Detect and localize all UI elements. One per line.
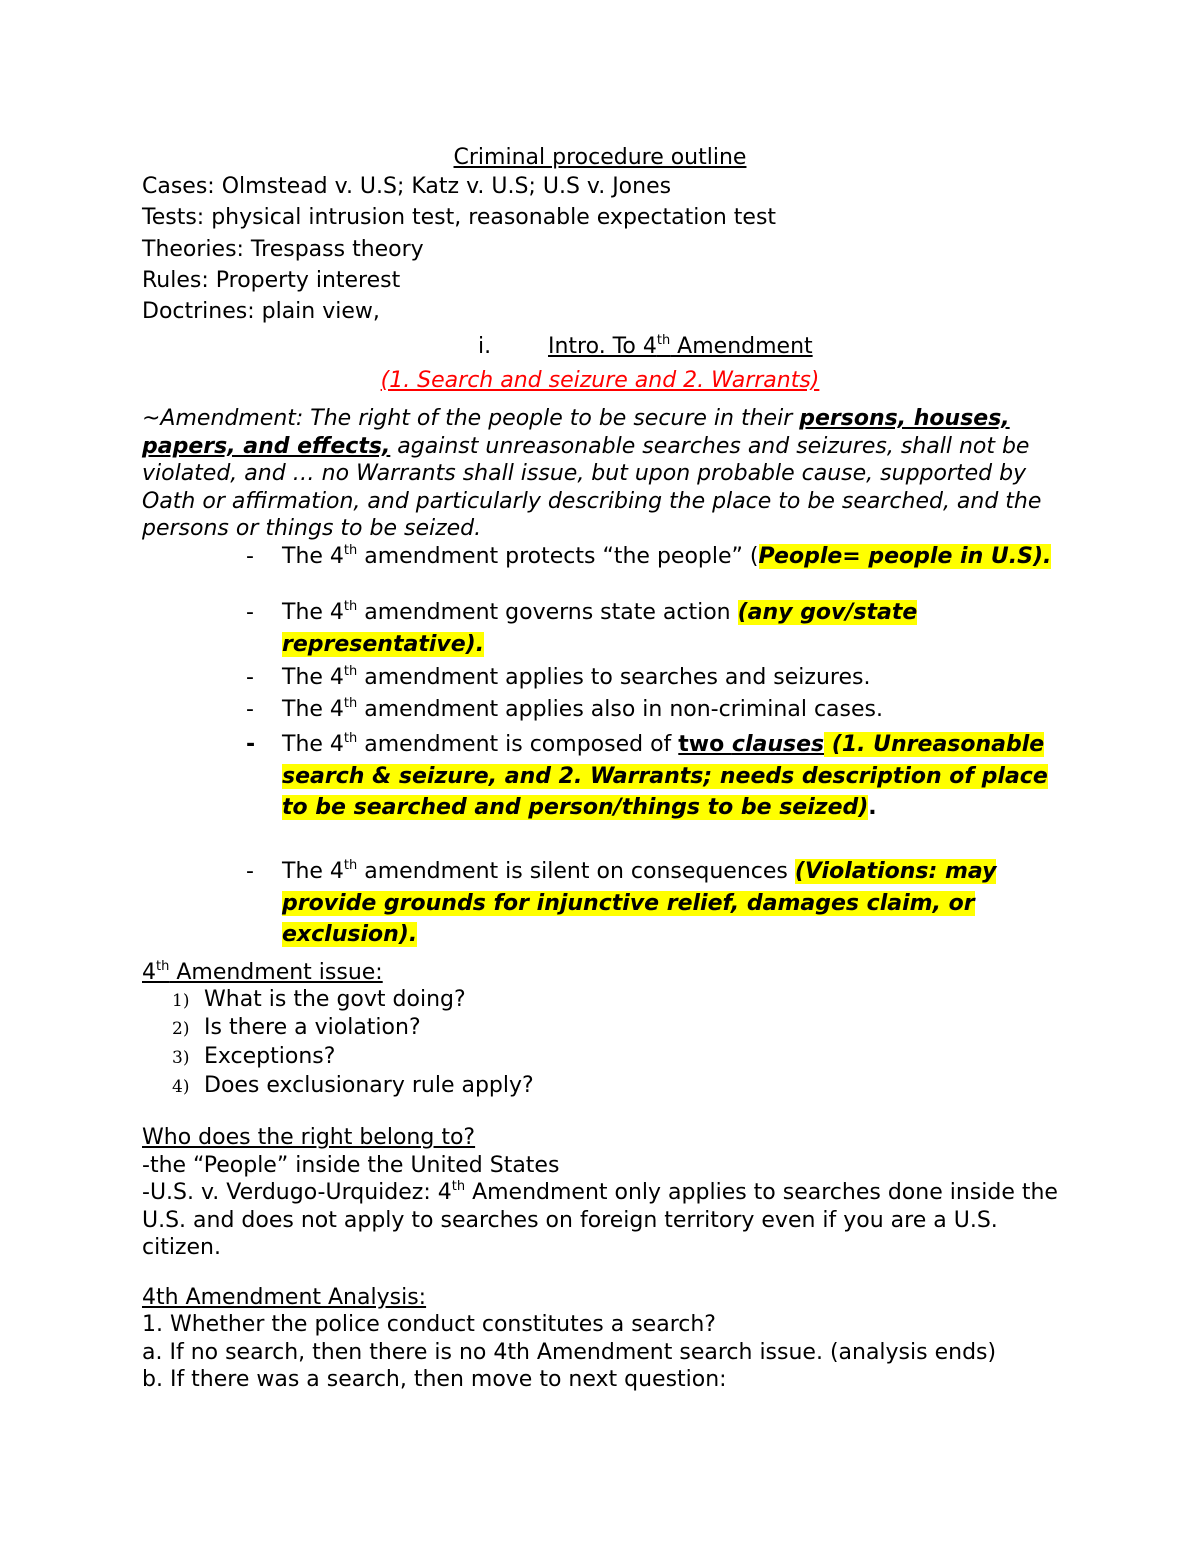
issue-heading: 4th Amendment issue: [142,958,383,985]
bullet-dash: - [246,665,254,690]
list-item: The 4th amendment protects “the people” (People= people in U.S). [282,542,1052,569]
analysis-heading: 4th Amendment Analysis: [142,1285,427,1310]
document-title: Criminal procedure outline [453,145,747,170]
tests-line: Tests: physical intrusion test, reasonable expectation test [142,205,777,230]
list-item: The 4th amendment applies also in non-criminal cases. [282,695,883,722]
item-number: 3) [172,1048,190,1068]
issue-item: Exceptions? [204,1044,336,1069]
bullet-dash: - [246,697,254,722]
issue-item: Is there a violation? [204,1015,421,1040]
cases-line: Cases: Olmstead v. U.S; Katz v. U.S; U.S v. Jones [142,174,672,199]
list-item: The 4th amendment applies to searches and seizures. [282,663,871,690]
theories-line: Theories: Trespass theory [142,237,424,262]
issue-item: Does exclusionary rule apply? [204,1073,534,1098]
who-heading: Who does the right belong to? [142,1125,476,1150]
section-number: i. [478,334,492,359]
bullet-dash: - [246,544,254,569]
section-subheading: (1. Search and seizure and 2. Warrants) [380,368,820,393]
item-number: 1) [172,991,190,1011]
doctrines-line: Doctrines: plain view, [142,299,380,324]
analysis-line-1: 1. Whether the police conduct constitutes a search? [142,1312,716,1337]
bullet-dash: - [246,732,256,757]
list-item: The 4th amendment governs state action (any gov/state representative). [282,598,918,657]
bullet-dash: - [246,600,254,625]
analysis-line-3: b. If there was a search, then move to next question: [142,1367,727,1392]
analysis-line-2: a. If no search, then there is no 4th Amendment search issue. (analysis ends) [142,1340,997,1365]
amendment-text: ~Amendment: The right of the people to be secure in their persons, houses, papers, and effects, against unreasonable searches and seizures, shall not be violated, and … no Warrants shall issue, but upon probable cause, supported by Oath or affirmation, and particularly describing the place to be searched, and the persons or things to be seized. [142,406,1042,541]
list-item: The 4th amendment is composed of two clauses (1. Unreasonable search & seizure, and 2. Warrants; needs description of place to be searched and person/things to be seized). [282,730,1048,820]
who-line-1: -the “People” inside the United States [142,1153,560,1178]
list-item: The 4th amendment is silent on consequences (Violations: may provide grounds for injunctive relief, damages claim, or exclusion). [282,857,997,947]
bullet-dash: - [246,859,254,884]
item-number: 4) [172,1077,190,1097]
section-heading: Intro. To 4th Amendment [548,332,813,359]
item-number: 2) [172,1019,190,1039]
rules-line: Rules: Property interest [142,268,401,293]
issue-item: What is the govt doing? [204,987,466,1012]
who-line-2: -U.S. v. Verdugo-Urquidez: 4th Amendment only applies to searches done inside the U.S. and does not apply to searches on foreign territory even if you are a U.S. citizen. [142,1178,1058,1260]
